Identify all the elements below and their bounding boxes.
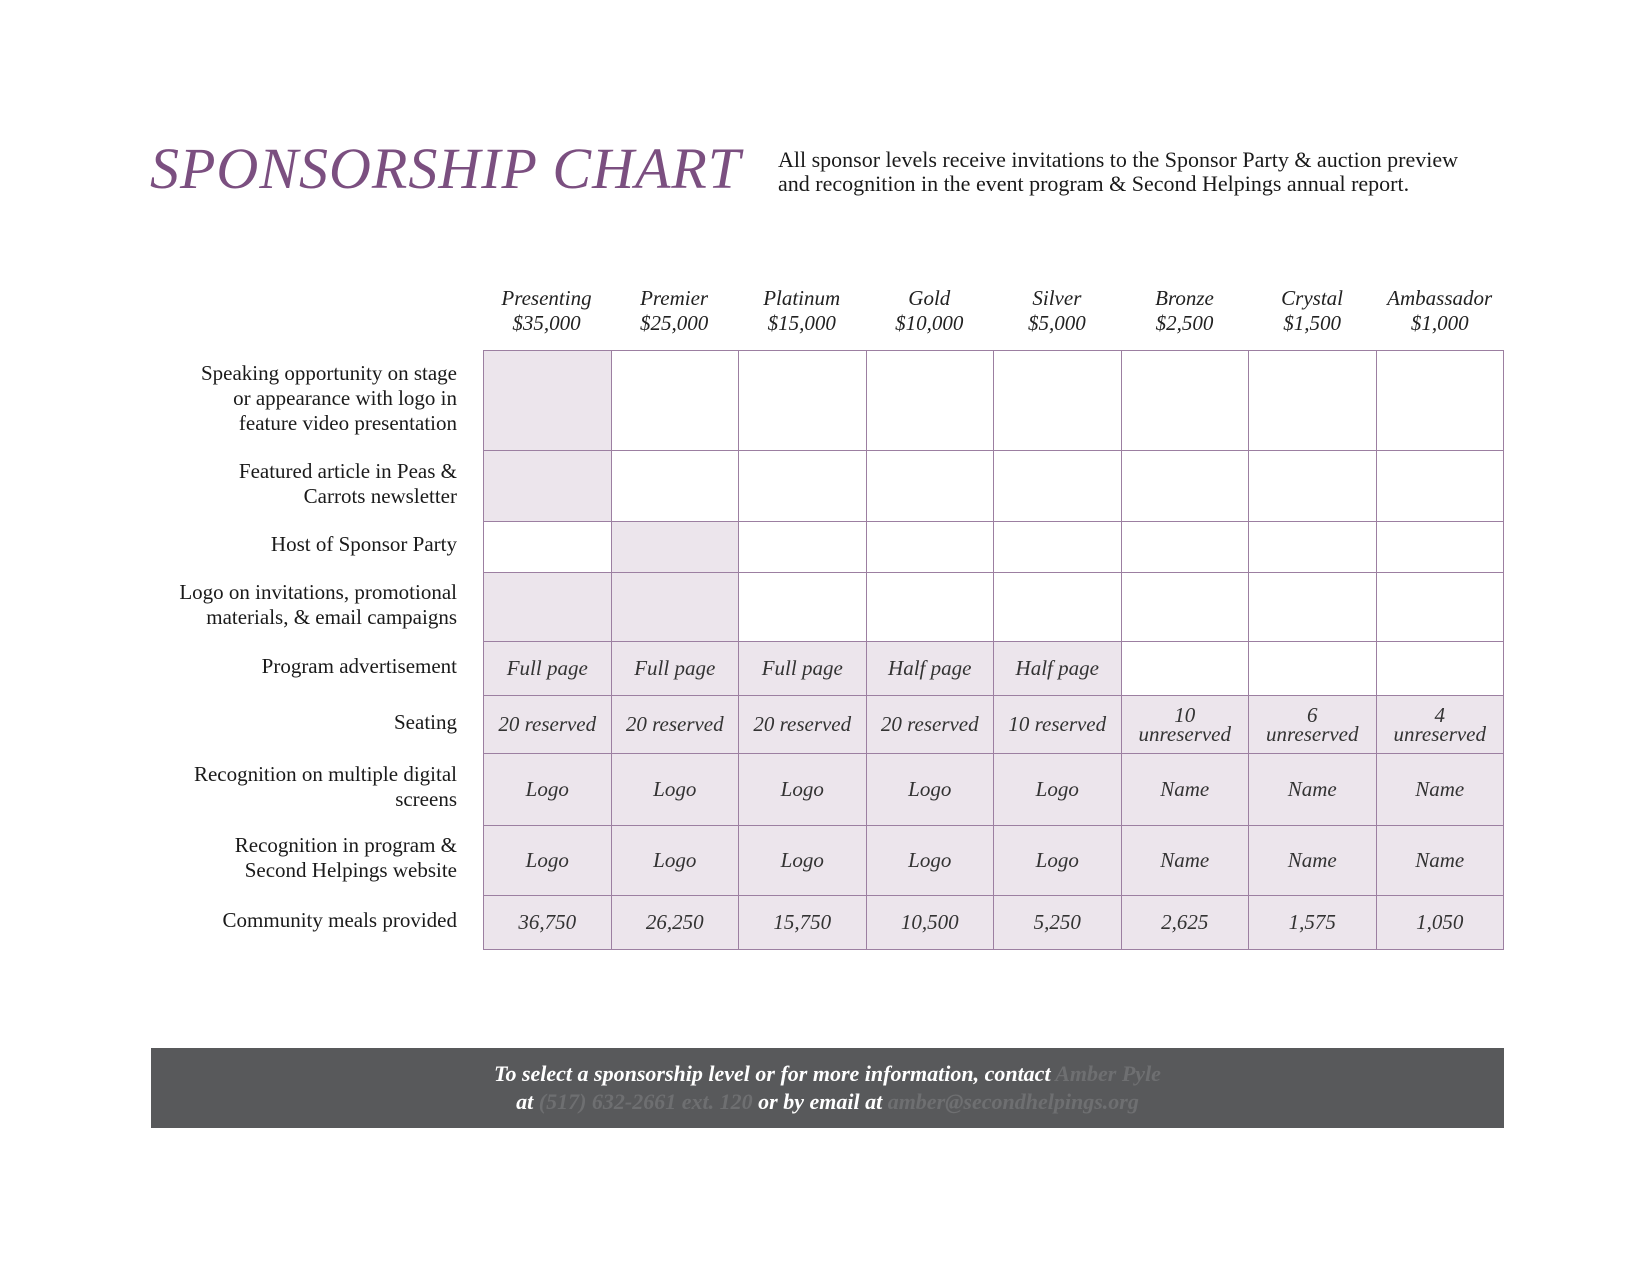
row-label-line: feature video presentation xyxy=(238,410,457,435)
table-row xyxy=(484,351,1504,451)
row-label xyxy=(120,361,457,436)
table-cell xyxy=(866,642,994,696)
table-cell xyxy=(484,754,612,826)
cell-value: Half page xyxy=(888,656,972,680)
row-label-line: Program advertisement xyxy=(261,653,457,678)
table-cell xyxy=(866,826,994,896)
level-amount: $10,000 xyxy=(895,311,964,335)
row-label-line: Recognition on multiple digital xyxy=(193,762,457,786)
footer-line xyxy=(151,1088,1504,1116)
table-cell xyxy=(1121,696,1249,754)
table-cell xyxy=(866,896,994,950)
table-cell xyxy=(1249,522,1377,573)
table-cell xyxy=(484,573,612,642)
cell-value: Full page xyxy=(761,656,843,680)
column-header xyxy=(1249,286,1376,336)
table-cell xyxy=(611,451,739,522)
table-row xyxy=(484,522,1504,573)
table-cell xyxy=(1121,573,1249,642)
level-amount: $1,000 xyxy=(1410,311,1469,335)
footer-text: To select a sponsorship level or for more information, contact xyxy=(494,1061,1051,1086)
table-cell xyxy=(1121,642,1249,696)
row-label-line: Second Helpings website xyxy=(244,858,457,882)
table-cell xyxy=(739,642,867,696)
page-title: SPONSORSHIP CHART xyxy=(150,136,742,201)
cell-value: Logo xyxy=(1035,848,1079,872)
table-cell xyxy=(1376,451,1504,522)
table-cell xyxy=(739,522,867,573)
table-cell xyxy=(1249,451,1377,522)
column-header xyxy=(993,286,1120,336)
table-cell xyxy=(1376,642,1504,696)
table-cell xyxy=(1376,696,1504,754)
level-amount: $25,000 xyxy=(639,311,709,335)
row-label xyxy=(120,654,457,679)
table-row xyxy=(484,826,1504,896)
table-cell xyxy=(611,754,739,826)
table-cell xyxy=(994,351,1122,451)
table-cell xyxy=(1121,522,1249,573)
cell-value: 20 reserved xyxy=(880,712,979,736)
contact-email: amber@secondhelpings.org xyxy=(887,1089,1139,1114)
table-cell xyxy=(611,696,739,754)
row-label xyxy=(120,833,457,883)
cell-value: Name xyxy=(1160,777,1210,801)
level-name: Platinum xyxy=(763,286,841,310)
table-cell xyxy=(739,754,867,826)
table-cell xyxy=(1249,642,1377,696)
table-row xyxy=(484,573,1504,642)
intro-text xyxy=(778,148,1518,196)
level-name: Presenting xyxy=(501,286,592,310)
level-amount: $2,500 xyxy=(1155,311,1214,335)
cell-value: Logo xyxy=(908,777,952,801)
table-cell xyxy=(1121,451,1249,522)
cell-value: 4 unreserved xyxy=(1393,702,1487,746)
table-cell xyxy=(1121,351,1249,451)
cell-value: 20 reserved xyxy=(753,712,852,736)
table-cell xyxy=(1376,522,1504,573)
column-header xyxy=(738,286,865,336)
contact-phone: (517) 632-2661 ext. 120 xyxy=(538,1089,753,1114)
level-name: Crystal xyxy=(1281,286,1344,310)
table-cell xyxy=(484,522,612,573)
table-cell xyxy=(739,351,867,451)
row-label xyxy=(120,532,457,557)
row-label xyxy=(120,580,457,630)
cell-value: 10,500 xyxy=(900,910,959,934)
cell-value: 15,750 xyxy=(773,910,832,934)
contact-name: Amber Pyle xyxy=(1055,1061,1161,1086)
row-label xyxy=(120,762,457,812)
table-cell xyxy=(994,642,1122,696)
table-cell xyxy=(1376,754,1504,826)
table-cell xyxy=(611,351,739,451)
cell-value: 26,250 xyxy=(645,910,704,934)
level-name: Silver xyxy=(1032,286,1082,310)
cell-value: 6 unreserved xyxy=(1265,702,1359,746)
footer-text: or by email at xyxy=(758,1089,883,1114)
table-cell xyxy=(484,642,612,696)
cell-value: 10 unreserved xyxy=(1138,702,1232,746)
column-header xyxy=(611,286,738,336)
cell-value: 20 reserved xyxy=(625,712,724,736)
level-amount: $5,000 xyxy=(1028,311,1086,335)
column-header xyxy=(483,286,610,336)
cell-value: Name xyxy=(1415,777,1465,801)
table-cell xyxy=(1376,896,1504,950)
cell-value: Name xyxy=(1287,777,1337,801)
row-label xyxy=(120,459,457,509)
cell-value: 20 reserved xyxy=(498,712,597,736)
table-cell xyxy=(994,451,1122,522)
table-cell xyxy=(739,896,867,950)
row-label-line: Recognition in program & xyxy=(234,833,457,857)
cell-value: Logo xyxy=(525,848,569,872)
footer-line xyxy=(151,1060,1504,1088)
row-label xyxy=(120,908,457,933)
table-row xyxy=(484,451,1504,522)
footer-text: at xyxy=(516,1089,534,1114)
table-cell xyxy=(1249,896,1377,950)
table-cell xyxy=(611,642,739,696)
cell-value: Logo xyxy=(780,777,824,801)
row-label xyxy=(120,710,457,735)
cell-value: Half page xyxy=(1015,656,1099,680)
table-cell xyxy=(866,696,994,754)
column-header xyxy=(866,286,993,336)
row-label-line: screens xyxy=(395,787,457,811)
table-cell xyxy=(866,573,994,642)
row-label-line: Logo on invitations, promotional xyxy=(179,579,457,604)
table-cell xyxy=(994,826,1122,896)
level-amount: $35,000 xyxy=(512,311,581,335)
cell-value: Logo xyxy=(653,777,697,801)
table-cell xyxy=(1121,754,1249,826)
cell-value: Name xyxy=(1415,848,1465,872)
table-cell xyxy=(994,696,1122,754)
table-cell xyxy=(611,522,739,573)
cell-value: Logo xyxy=(525,777,569,801)
table-cell xyxy=(1249,754,1377,826)
level-name: Gold xyxy=(908,286,951,310)
table-cell xyxy=(611,826,739,896)
table-cell xyxy=(739,826,867,896)
table-cell xyxy=(994,573,1122,642)
table-cell xyxy=(484,451,612,522)
table-cell xyxy=(994,754,1122,826)
cell-value: 10 reserved xyxy=(1008,712,1107,736)
table-cell xyxy=(1376,351,1504,451)
table-cell xyxy=(484,826,612,896)
cell-value: Name xyxy=(1160,848,1210,872)
table-cell xyxy=(1249,696,1377,754)
row-label-line: or appearance with logo in xyxy=(233,385,457,410)
cell-value: Logo xyxy=(653,848,697,872)
table-cell xyxy=(994,896,1122,950)
row-label-line: Seating xyxy=(394,709,457,734)
cell-value: Full page xyxy=(634,656,716,680)
table-cell xyxy=(611,896,739,950)
cell-value: Logo xyxy=(780,848,824,872)
row-label-line: Speaking opportunity on stage xyxy=(200,360,457,385)
level-name: Ambassador xyxy=(1387,286,1493,310)
table-cell xyxy=(739,573,867,642)
column-header xyxy=(1376,286,1503,336)
table-cell xyxy=(994,522,1122,573)
table-cell xyxy=(1121,896,1249,950)
table-cell xyxy=(866,451,994,522)
intro-line: and recognition in the event program & Second Helpings annual report. xyxy=(778,171,1410,196)
cell-value: 2,625 xyxy=(1161,910,1209,934)
row-label-line: materials, & email campaigns xyxy=(206,604,457,629)
row-label-line: Carrots newsletter xyxy=(303,483,457,508)
row-label-line: Community meals provided xyxy=(222,907,457,932)
row-label-line: Featured article in Peas & xyxy=(238,458,457,483)
table-cell xyxy=(1376,573,1504,642)
cell-value: Name xyxy=(1287,848,1337,872)
table-cell xyxy=(1249,573,1377,642)
level-amount: $15,000 xyxy=(767,311,836,335)
table-cell xyxy=(739,696,867,754)
table-row xyxy=(484,754,1504,826)
table-row xyxy=(484,642,1504,696)
table-cell xyxy=(611,573,739,642)
cell-value: Logo xyxy=(908,848,952,872)
table-cell xyxy=(484,896,612,950)
column-header xyxy=(1121,286,1248,336)
table-cell xyxy=(866,351,994,451)
intro-line: All sponsor levels receive invitations to the Sponsor Party & auction preview xyxy=(778,147,1459,172)
table-cell xyxy=(1249,351,1377,451)
cell-value: Logo xyxy=(1035,777,1079,801)
cell-value: 36,750 xyxy=(518,910,577,934)
level-amount: $1,500 xyxy=(1283,311,1341,335)
level-name: Bronze xyxy=(1155,286,1214,310)
cell-value: 5,250 xyxy=(1033,910,1081,934)
cell-value: 1,050 xyxy=(1416,910,1464,934)
cell-value: 1,575 xyxy=(1288,910,1336,934)
table-cell xyxy=(484,696,612,754)
table-cell xyxy=(739,451,867,522)
table-row xyxy=(484,696,1504,754)
table-cell xyxy=(1249,826,1377,896)
table-cell xyxy=(866,522,994,573)
contact-footer xyxy=(151,1048,1504,1128)
cell-value: Full page xyxy=(506,656,588,680)
row-label-line: Host of Sponsor Party xyxy=(270,532,457,556)
table-row xyxy=(484,896,1504,950)
table-cell xyxy=(484,351,612,451)
table-cell xyxy=(1376,826,1504,896)
level-name: Premier xyxy=(640,286,709,310)
sponsorship-table xyxy=(483,350,1504,950)
table-cell xyxy=(866,754,994,826)
table-cell xyxy=(1121,826,1249,896)
